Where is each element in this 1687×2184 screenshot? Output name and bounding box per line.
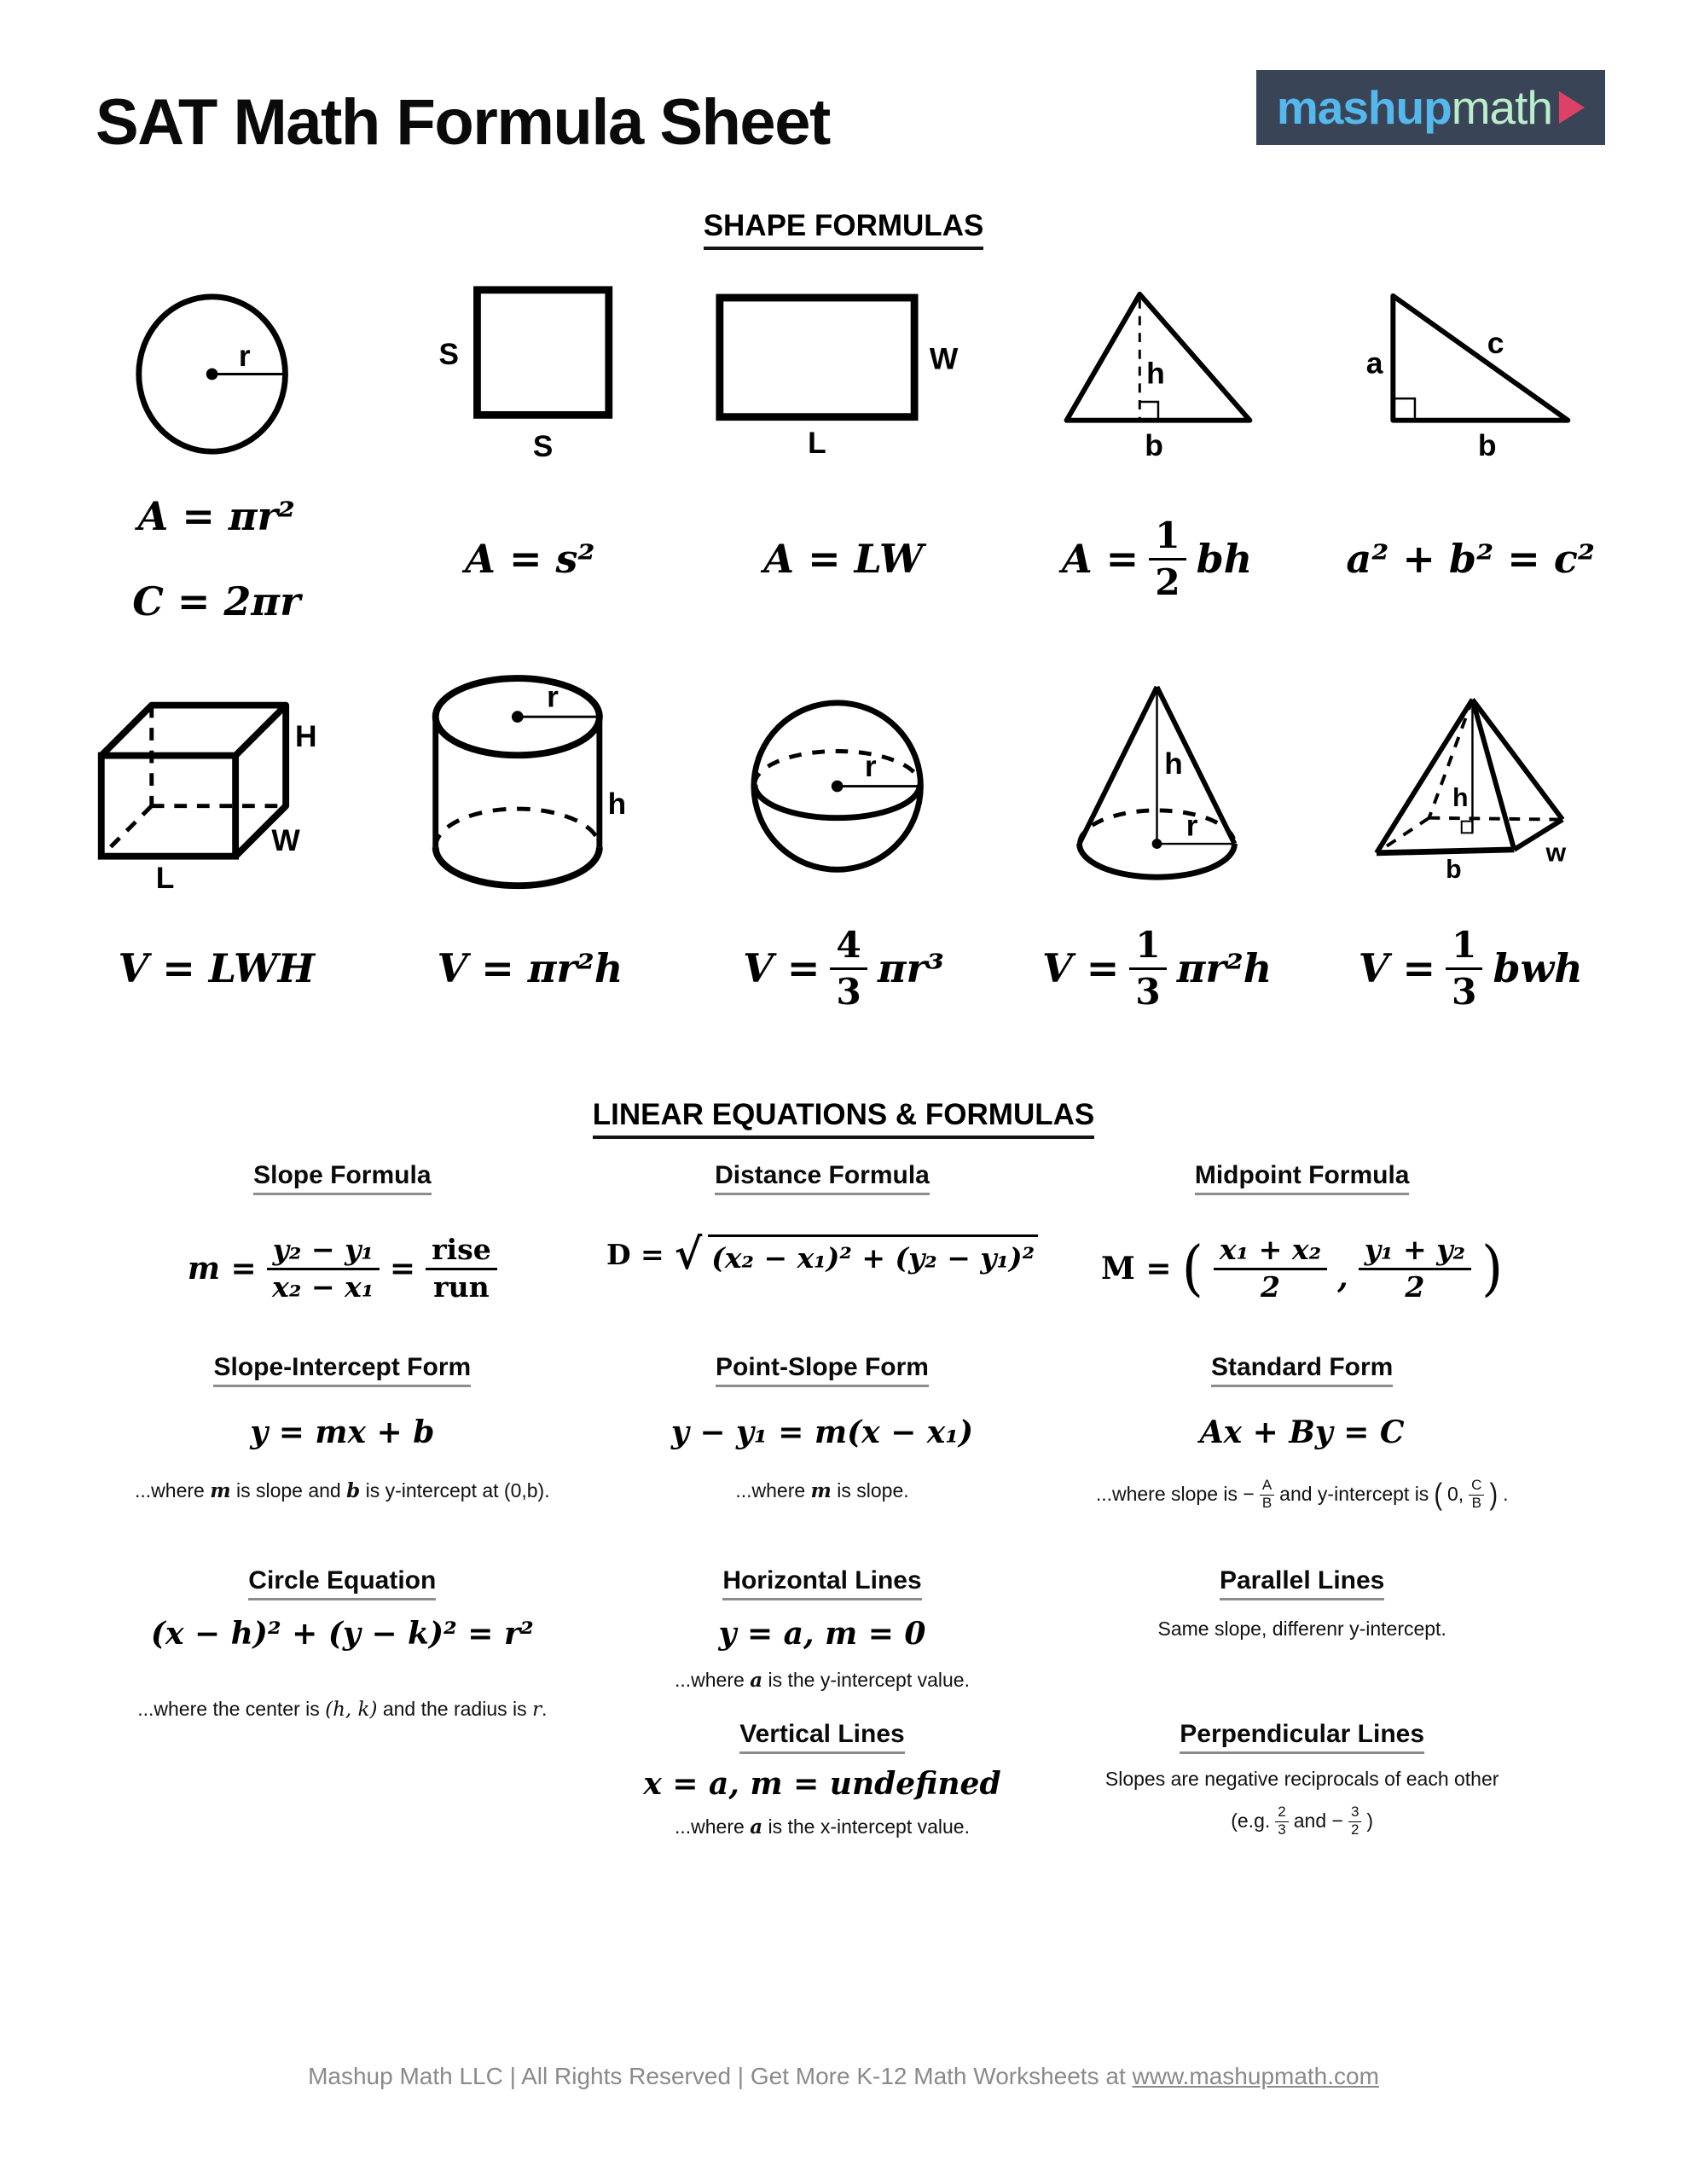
horizontal-lines-formula: y = a, m = 0: [718, 1616, 926, 1652]
open-paren: (: [1181, 1234, 1203, 1304]
footer-link[interactable]: www.mashupmath.com: [1132, 2063, 1379, 2089]
standard-form-note: ...where slope is − $\frac{A}{B}$ and y-intercept is ( 0, C B ) .: [1095, 1477, 1509, 1511]
sphere-volume-suffix: πr³: [877, 944, 944, 991]
triangle-height-label: h: [1146, 355, 1165, 390]
rectangle-shape: [713, 291, 973, 457]
cylinder-shape: [423, 670, 636, 906]
three-halves-fraction: $\frac{3}{2}$: [1348, 1804, 1361, 1838]
perpendicular-lines-note: Slopes are negative reciprocals of each other: [1104, 1768, 1499, 1790]
circle-equation-formula: (x − h)² + (y − k)² = r²: [150, 1616, 534, 1652]
right-triangle-leg-label: a: [1365, 346, 1383, 380]
shape-section-heading-wrap: [0, 209, 1687, 250]
area-formula-row: [0, 488, 1687, 629]
circle-equation-block: [102, 1566, 583, 1899]
close-paren: ): [1481, 1234, 1504, 1304]
slope-intercept-title: Slope-Intercept Form: [213, 1353, 471, 1387]
sphere-volume-lhs: V =: [743, 944, 820, 991]
horizontal-lines-title: Horizontal Lines: [722, 1566, 921, 1600]
cylinder-radius-label: r: [547, 680, 559, 714]
right-triangle-base-label: b: [1478, 427, 1497, 462]
mashupmath-logo: [1256, 70, 1605, 145]
circle-radius-label: r: [239, 339, 251, 373]
square-area-formula: A = s²: [465, 535, 595, 582]
cone-volume-suffix: πr²h: [1176, 944, 1272, 991]
slope-lhs: m =: [187, 1251, 257, 1287]
triangle-shape: [1057, 288, 1257, 462]
rectangular-prism-shape: [89, 684, 345, 892]
square-shape: [423, 283, 636, 465]
cone-volume-formula: [1041, 922, 1272, 1013]
play-triangle-icon: [1559, 91, 1585, 124]
circle-equation-note: ...where the center is (h, k) and the radius is r.: [137, 1698, 548, 1721]
pyramid-volume-suffix: bwh: [1493, 944, 1583, 991]
circle-equation-title: Circle Equation: [248, 1566, 436, 1600]
vertical-lines-title: Vertical Lines: [739, 1720, 904, 1754]
two-thirds-fraction: 2 3: [1275, 1804, 1288, 1838]
cone-height-label: h: [1164, 746, 1183, 781]
vertical-lines-formula: x = a, m = undefined: [643, 1766, 1001, 1802]
vertical-lines-note: ...where a is the x-intercept value.: [674, 1815, 970, 1838]
square-side-bottom-label: S: [533, 430, 554, 464]
pyramid-shape: [1364, 693, 1577, 883]
circle-formulas: [132, 493, 300, 624]
distance-formula-block: [583, 1161, 1063, 1353]
cone-shape: [1061, 678, 1253, 897]
point-slope-title: Point-Slope Form: [716, 1353, 929, 1387]
horizontal-lines-note: ...where a is the y-intercept value.: [674, 1669, 970, 1692]
slope-formula: [188, 1234, 497, 1304]
slope-intercept-formula: y = mx + b: [250, 1414, 435, 1450]
cylinder-volume-formula: V = πr²h: [437, 944, 623, 991]
point-slope-block: [583, 1353, 1063, 1566]
sphere-volume-formula: [743, 922, 944, 1013]
distance-formula: [606, 1228, 1038, 1279]
triangle-area-fraction: $\frac{1}{2}$: [1149, 515, 1186, 601]
slope-intercept-note: ...where m is slope and b is y-intercept at (0,b).: [135, 1479, 550, 1502]
cone-volume-lhs: V =: [1041, 944, 1120, 991]
a-over-b-fraction: $\frac{A}{B}$: [1260, 1478, 1274, 1511]
close-paren: ): [1489, 1478, 1499, 1511]
shape-row-2d: [0, 274, 1687, 474]
horizontal-lines-block: [583, 1566, 1063, 1720]
footer-text: Mashup Math LLC | All Rights Reserved | Get More K-12 Math Worksheets at: [308, 2063, 1133, 2089]
radical-icon: √: [674, 1228, 703, 1279]
comma: ,: [1337, 1258, 1348, 1295]
c-over-b-fraction: C B: [1469, 1478, 1484, 1511]
circle-area-formula: A = πr²: [137, 492, 295, 539]
open-paren: (: [1434, 1478, 1442, 1511]
circle-shape: [129, 289, 304, 460]
prism-length-label: L: [155, 860, 175, 892]
pyramid-volume-lhs: V =: [1358, 944, 1435, 991]
slope-intercept-block: [102, 1353, 583, 1566]
shape-section-heading: SHAPE FORMULAS: [704, 209, 984, 250]
triangle-area-suffix: bh: [1196, 535, 1253, 582]
cylinder-height-label: h: [608, 787, 627, 821]
distance-radicand: (x₂ − x₁)² + (y₂ − y₁)²: [708, 1234, 1038, 1275]
circle-circumference-formula: C = 2πr: [132, 578, 301, 624]
page-title: SAT Math Formula Sheet: [96, 86, 830, 159]
volume-formula-row: [0, 906, 1687, 1030]
vertical-lines-block: [583, 1720, 1063, 1899]
right-triangle-shape: [1359, 288, 1581, 462]
parallel-lines-note: Same slope, differenr y-intercept.: [1157, 1618, 1446, 1640]
standard-form-block: [1062, 1353, 1542, 1566]
parallel-lines-block: [1062, 1566, 1542, 1720]
pyramid-width-label: w: [1545, 839, 1567, 868]
slope-formula-block: [102, 1161, 583, 1353]
rectangle-width-label: W: [930, 341, 959, 376]
pyramid-height-label: h: [1452, 784, 1469, 813]
sphere-shape: [741, 694, 946, 882]
prism-height-label: H: [294, 718, 317, 753]
triangle-area-formula: [1062, 515, 1252, 601]
pyramid-base-label: b: [1446, 856, 1462, 883]
midpoint-y-fraction: $\frac{\text{y₁ + y₂}}{2}$: [1359, 1234, 1471, 1304]
sphere-volume-fraction: $\frac{4}{3}$: [830, 925, 867, 1011]
pythagorean-formula: a² + b² = c²: [1346, 535, 1595, 582]
triangle-area-lhs: A =: [1061, 535, 1139, 582]
point-slope-note: ...where m is slope.: [735, 1479, 909, 1502]
perpendicular-lines-block: [1062, 1720, 1542, 1899]
rectangle-area-formula: A = LW: [763, 535, 924, 582]
linear-section-heading: LINEAR EQUATIONS & FORMULAS: [593, 1098, 1095, 1139]
square-side-left-label: S: [438, 337, 460, 371]
cone-radius-label: r: [1186, 809, 1198, 843]
footer: [0, 2063, 1687, 2090]
perpendicular-example: (e.g. 2 3 and − $\frac{3}{2}$ ): [1231, 1804, 1374, 1838]
midpoint-formula: [1101, 1234, 1503, 1304]
slope-equals: =: [389, 1251, 416, 1287]
distance-lhs: D =: [606, 1238, 664, 1271]
rectangle-length-label: L: [808, 425, 827, 457]
pyramid-volume-fraction: $\frac{1}{3}$: [1446, 925, 1482, 1011]
triangle-base-label: b: [1145, 427, 1163, 462]
cone-volume-fraction: $\frac{1}{3}$: [1129, 925, 1166, 1011]
header: [0, 0, 1687, 160]
logo-text-math: math: [1451, 81, 1552, 134]
standard-form-formula: Ax + By = C: [1199, 1414, 1405, 1450]
pyramid-volume-formula: [1358, 922, 1583, 1013]
shape-row-3d: [0, 670, 1687, 896]
midpoint-formula-title: Midpoint Formula: [1195, 1161, 1410, 1195]
distance-formula-title: Distance Formula: [715, 1161, 930, 1195]
parallel-lines-title: Parallel Lines: [1220, 1566, 1384, 1600]
perpendicular-lines-title: Perpendicular Lines: [1180, 1720, 1424, 1754]
sphere-radius-label: r: [864, 749, 877, 783]
point-slope-formula: y − y₁ = m(x − x₁): [670, 1414, 974, 1450]
midpoint-formula-block: [1062, 1161, 1542, 1353]
midpoint-x-fraction: $\frac{\text{x₁ + x₂}}{2}$: [1214, 1234, 1327, 1304]
slope-formula-title: Slope Formula: [253, 1161, 431, 1195]
slope-fraction: $\frac{\text{y₂ − y₁}}{\text{x₂ − x₁}}$: [267, 1234, 380, 1304]
rise-run-fraction: $\frac{\text{rise}}{\text{run}}$: [426, 1234, 497, 1304]
linear-formulas-grid: [0, 1161, 1687, 1899]
standard-form-title: Standard Form: [1211, 1353, 1393, 1387]
prism-width-label: W: [271, 822, 300, 857]
logo-text-mashup: mashup: [1276, 81, 1452, 134]
linear-section-heading-wrap: [0, 1098, 1687, 1139]
prism-volume-formula: V = LWH: [118, 944, 316, 991]
midpoint-lhs: M =: [1101, 1251, 1172, 1287]
right-triangle-hypotenuse-label: c: [1487, 325, 1504, 360]
